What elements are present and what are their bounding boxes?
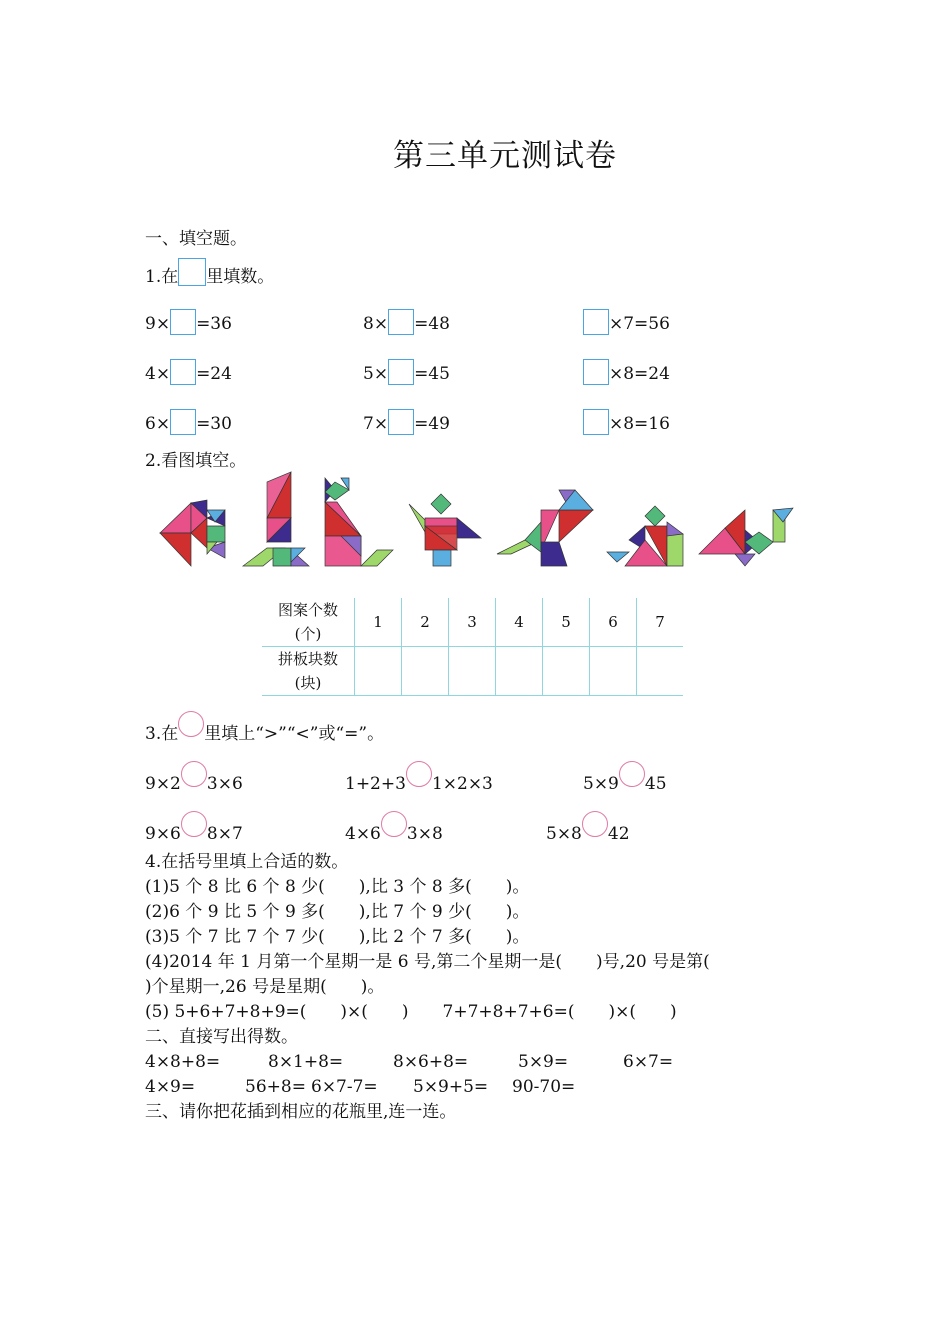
answer-box[interactable]	[170, 309, 196, 335]
answer-square-icon	[178, 258, 206, 286]
tangram-fish-icon	[160, 500, 225, 566]
calc-item: 5×9=	[518, 1052, 569, 1072]
answer-box[interactable]	[583, 409, 609, 435]
page-title: 第三单元测试卷	[393, 138, 617, 174]
tangram-count-table	[262, 598, 683, 696]
q1-item: 6× =30	[145, 409, 232, 435]
q3-item: 9×6 8×7	[145, 811, 243, 845]
calc-item: 6×7=	[623, 1052, 674, 1072]
q4-line: (1)5 个 8 比 6 个 8 少( ),比 3 个 8 多( )。	[145, 877, 530, 897]
q3-item: 1+2+3 1×2×3	[345, 761, 493, 795]
table-cell: 3	[449, 598, 496, 647]
q1-item: 5× =45	[363, 359, 450, 385]
calc-item: 56+8=	[245, 1077, 306, 1097]
tangram-figure-2-icon	[243, 472, 309, 566]
calc-item: 5×9+5=	[413, 1077, 489, 1097]
answer-cell[interactable]	[637, 647, 684, 696]
tangram-figure-6-icon	[607, 506, 683, 566]
answer-box[interactable]	[388, 409, 414, 435]
table-cell: 7	[637, 598, 684, 647]
calc-item: 6×7-7=	[311, 1077, 378, 1097]
answer-circle[interactable]	[619, 761, 645, 787]
answer-cell[interactable]	[402, 647, 449, 696]
q3-item: 5×9 45	[583, 761, 667, 795]
calc-item: 8×1+8=	[268, 1052, 344, 1072]
q1-item: ×8=24	[583, 359, 670, 385]
table-row-header: 图案个数 (个)	[262, 598, 355, 647]
answer-circle[interactable]	[181, 761, 207, 787]
table-row	[262, 647, 683, 696]
table-cell: 4	[496, 598, 543, 647]
q1-item: 9× =36	[145, 309, 232, 335]
table-cell: 2	[402, 598, 449, 647]
calc-item: 8×6+8=	[393, 1052, 469, 1072]
section3-heading: 三、请你把花插到相应的花瓶里,连一连。	[145, 1102, 457, 1122]
answer-circle[interactable]	[381, 811, 407, 837]
answer-box[interactable]	[583, 309, 609, 335]
q4-prompt: 4.在括号里填上合适的数。	[145, 852, 349, 872]
answer-cell[interactable]	[355, 647, 402, 696]
q4-line: )个星期一,26 号是星期( )。	[145, 977, 385, 997]
table-cell: 1	[355, 598, 402, 647]
q2-prompt: 2.看图填空。	[145, 451, 247, 471]
q1-item: 8× =48	[363, 309, 450, 335]
answer-box[interactable]	[583, 359, 609, 385]
section1-heading: 一、填空题。	[145, 229, 247, 249]
q1-item: ×7=56	[583, 309, 670, 335]
table-cell: 6	[590, 598, 637, 647]
answer-circle[interactable]	[181, 811, 207, 837]
q1-prompt: 1.在 里填数。	[145, 258, 274, 288]
q3-item: 5×8 42	[546, 811, 630, 845]
tangram-figure-5-icon	[497, 490, 593, 566]
answer-cell[interactable]	[449, 647, 496, 696]
answer-box[interactable]	[170, 359, 196, 385]
answer-cell[interactable]	[496, 647, 543, 696]
table-cell: 5	[543, 598, 590, 647]
q4-line: (2)6 个 9 比 5 个 9 多( ),比 7 个 9 少( )。	[145, 902, 530, 922]
q4-line: (3)5 个 7 比 7 个 7 少( ),比 2 个 7 多( )。	[145, 927, 530, 947]
q1-item: 4× =24	[145, 359, 232, 385]
calc-item: 90-70=	[512, 1077, 576, 1097]
answer-box[interactable]	[388, 359, 414, 385]
q4-line: (4)2014 年 1 月第一个星期一是 6 号,第二个星期一是( )号,20 号是第(	[145, 952, 710, 972]
q3-item: 4×6 3×8	[345, 811, 443, 845]
answer-circle[interactable]	[582, 811, 608, 837]
calc-item: 4×9=	[145, 1077, 196, 1097]
answer-circle-icon	[178, 711, 204, 737]
tangram-figures	[155, 470, 805, 580]
q1-item: ×8=16	[583, 409, 670, 435]
section2-heading: 二、直接写出得数。	[145, 1027, 298, 1047]
calc-item: 4×8+8=	[145, 1052, 221, 1072]
q3-prompt: 3.在 里填上“>”“<”或“=”。	[145, 711, 384, 745]
answer-box[interactable]	[170, 409, 196, 435]
tangram-figure-4-icon	[409, 494, 481, 566]
table-row-header: 拼板块数 (块)	[262, 647, 355, 696]
tangram-figure-3-icon	[325, 478, 393, 566]
answer-circle[interactable]	[406, 761, 432, 787]
q3-item: 9×2 3×6	[145, 761, 243, 795]
q4-line: (5) 5+6+7+8+9=( )×( ) 7+7+8+7+6=( )×( )	[145, 1002, 677, 1022]
answer-cell[interactable]	[590, 647, 637, 696]
answer-box[interactable]	[388, 309, 414, 335]
answer-cell[interactable]	[543, 647, 590, 696]
tangram-figure-7-icon	[699, 508, 793, 566]
table-row	[262, 598, 683, 647]
q1-item: 7× =49	[363, 409, 450, 435]
